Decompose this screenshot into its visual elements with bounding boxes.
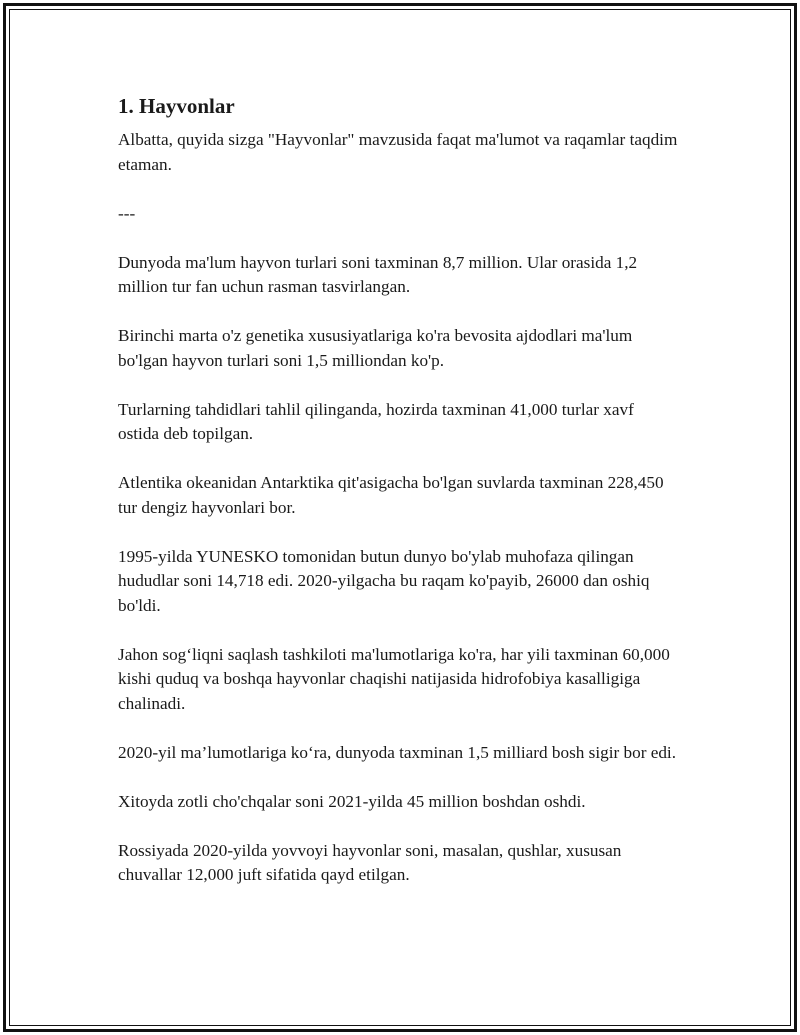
paragraph-wildlife-russia: Rossiyada 2020-yilda yovvoyi hayvonlar soni, masalan, qushlar, xususan chuvallar 12,000 juft sifatida qayd etilgan. xyxy=(118,840,622,884)
paragraph-threatened-species: Turlarning tahdidlari tahlil qilinganda, hozirda taxminan 41,000 turlar xavf ostida deb topilgan. xyxy=(118,399,634,443)
paragraph-species-count: Dunyoda ma'lum hayvon turlari soni taxminan 8,7 million. Ular orasida 1,2 million tur fan uchun rasman tasvirlangan. xyxy=(118,252,638,296)
separator-text: --- xyxy=(118,203,136,223)
document-body xyxy=(118,92,678,912)
paragraph-rabies-cases: Jahon sog‘liqni saqlash tashkiloti ma'lumotlariga ko'ra, har yili taxminan 60,000 kishi quduq va boshqa hayvonlar chaqishi natijasida hidrofobiya kasalligiga chalinadi. xyxy=(118,644,670,713)
paragraph-marine-species: Atlentika okeanidan Antarktika qit'asigacha bo'lgan suvlarda taxminan 228,450 tur dengiz hayvonlari bor. xyxy=(118,473,664,517)
paragraph-genetic-ancestry: Birinchi marta o'z genetika xususiyatlariga ko'ra bevosita ajdodlari ma'lum bo'lgan hayvon turlari soni 1,5 milliondan ko'p. xyxy=(118,326,633,370)
paragraph-pigs-china: Xitoyda zotli cho'chqalar soni 2021-yilda 45 million boshdan oshdi. xyxy=(118,791,586,811)
intro-paragraph: Albatta, quyida sizga "Hayvonlar" mavzusida faqat ma'lumot va raqamlar taqdim etaman. xyxy=(118,130,678,174)
paragraph-protected-areas: 1995-yilda YUNESKO tomonidan butun dunyo bo'ylab muhofaza qilingan hududlar soni 14,718 edi. 2020-yilgacha bu raqam ko'payib, 26000 dan oshiq bo'ldi. xyxy=(118,546,650,615)
section-heading: 1. Hayvonlar xyxy=(118,94,235,118)
paragraph-cattle-count: 2020-yil ma’lumotlariga ko‘ra, dunyoda taxminan 1,5 milliard bosh sigir bor edi. xyxy=(118,742,677,762)
